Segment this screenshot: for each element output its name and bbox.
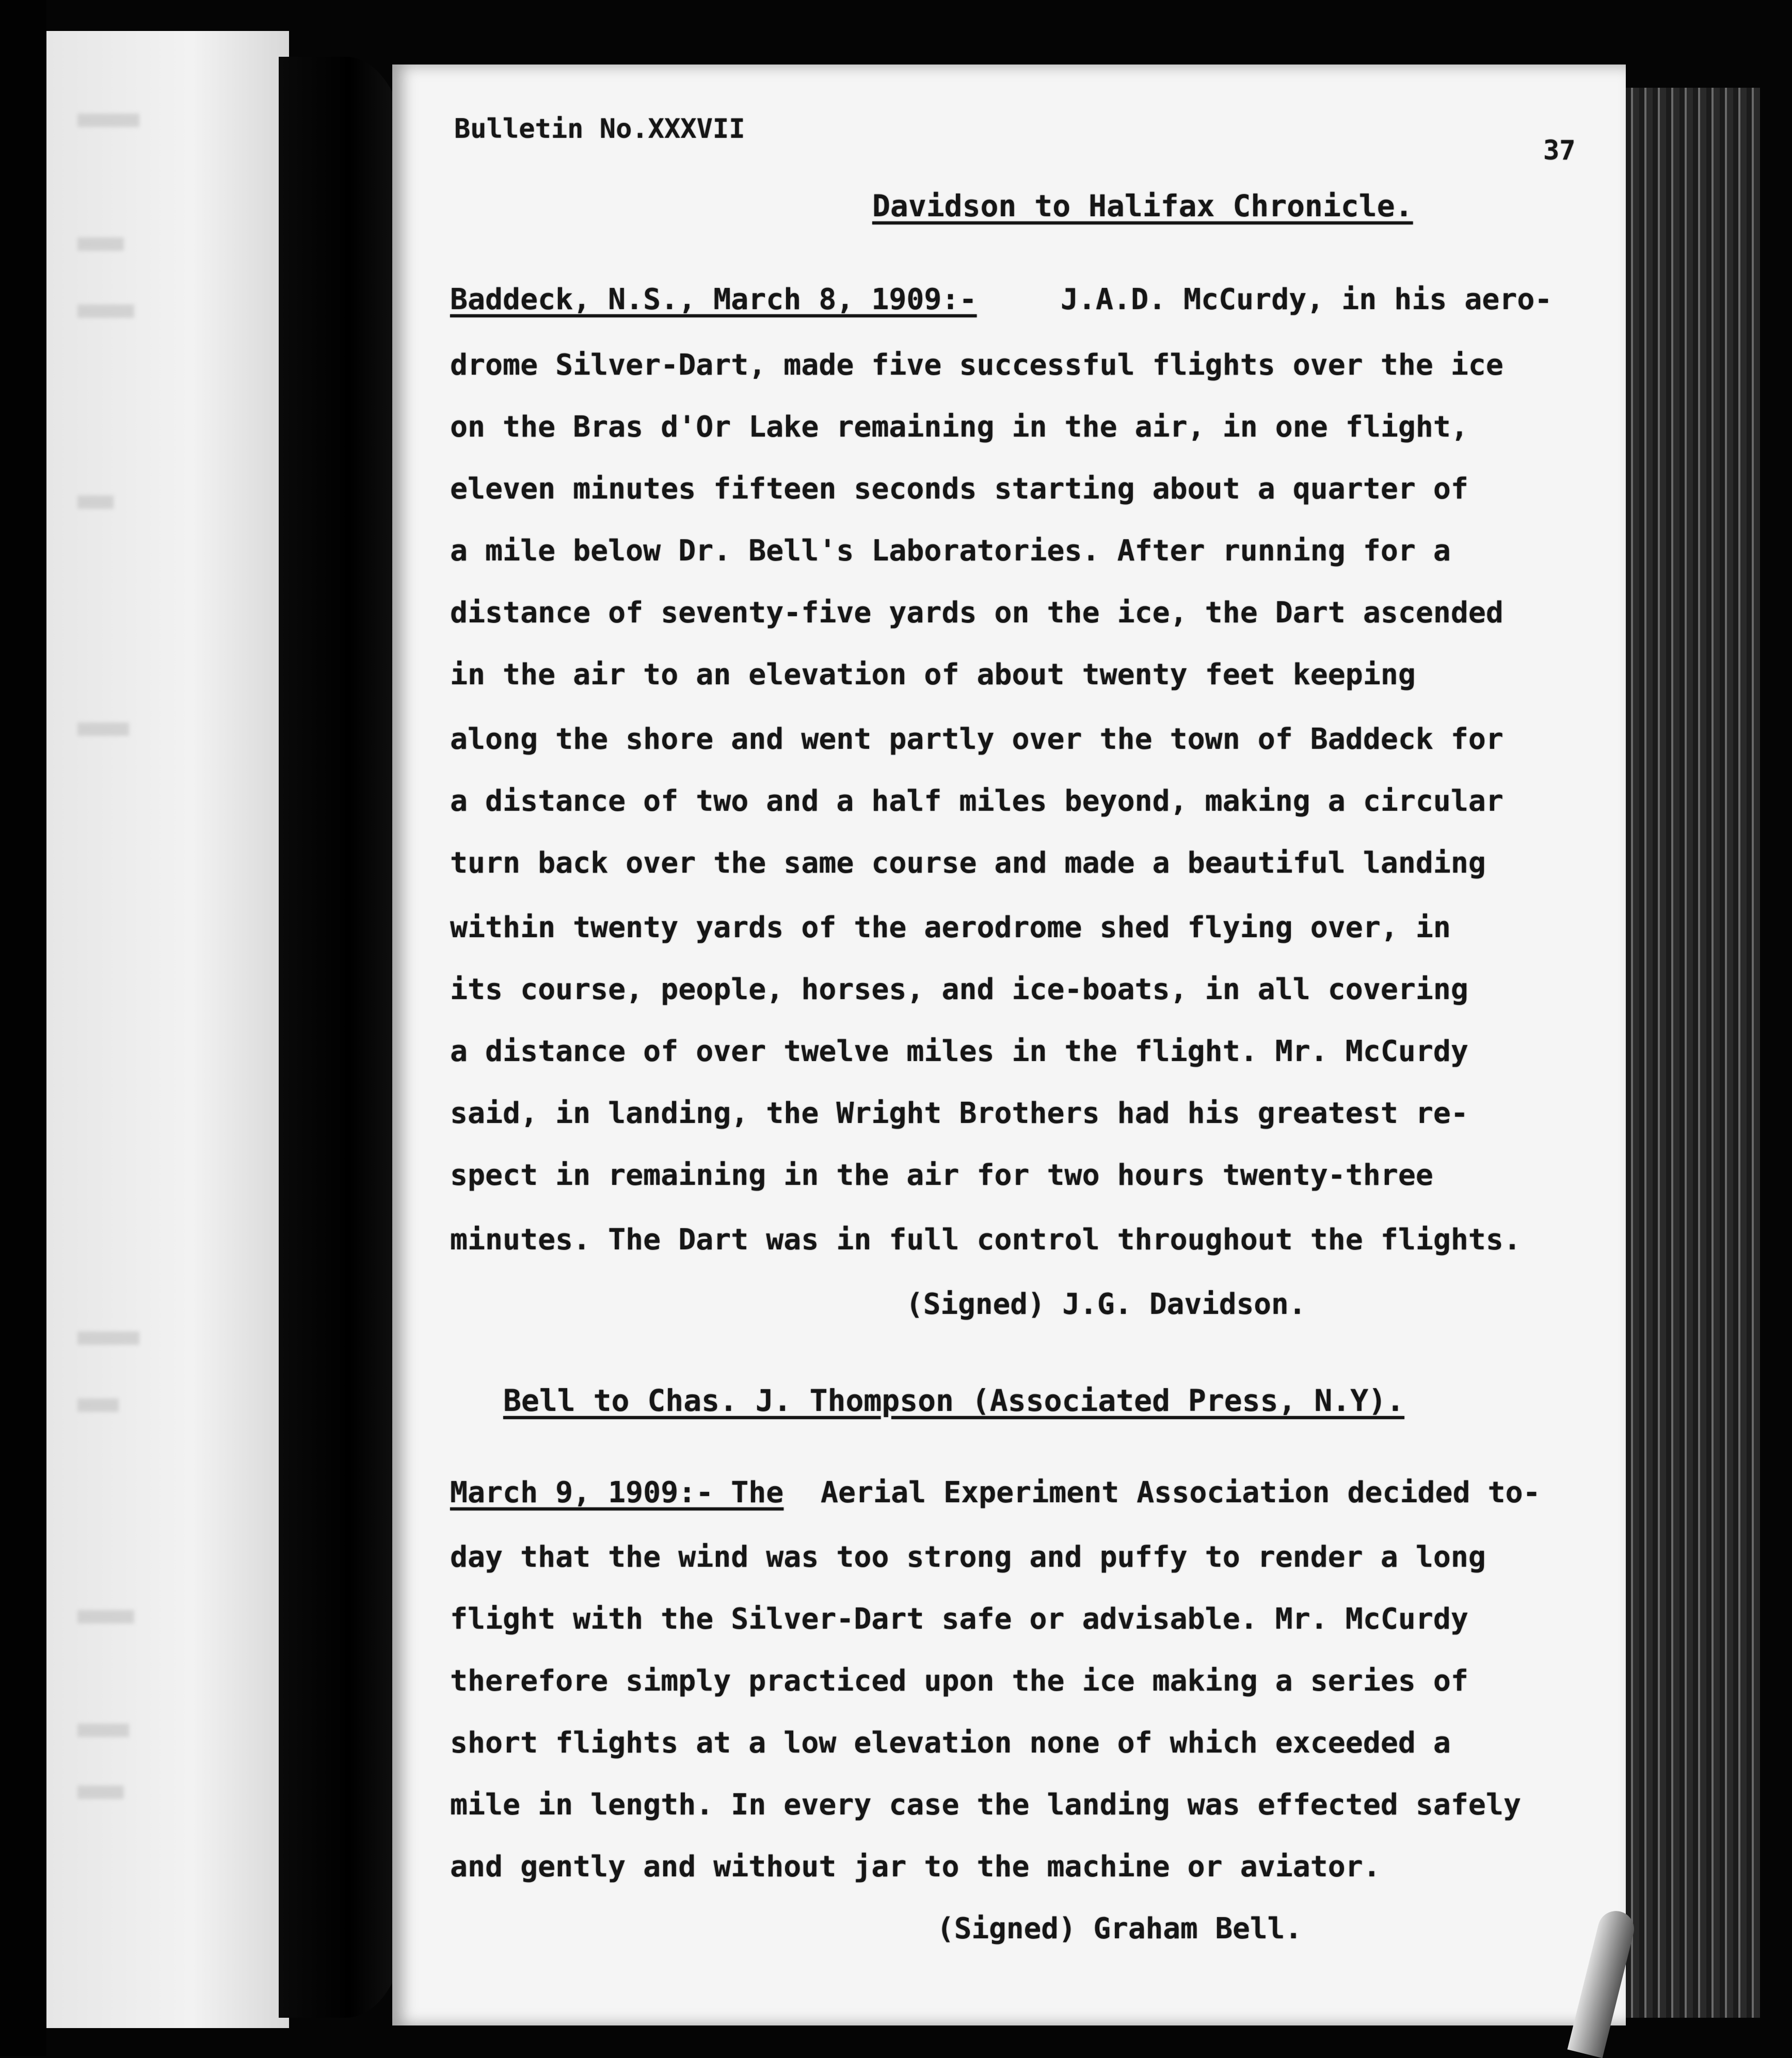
body-line: mile in length. In every case the landing was effected safely <box>450 1788 1521 1822</box>
body-line: within twenty yards of the aerodrome shed flying over, in <box>450 911 1451 944</box>
body-line: day that the wind was too strong and puffy to render a long <box>450 1540 1486 1574</box>
body-line: drome Silver-Dart, made five successful flights over the ice <box>450 348 1503 382</box>
bleed-through-text <box>77 114 139 127</box>
scan-border-left <box>0 0 46 2056</box>
body-line: spect in remaining in the air for two hours twenty-three <box>450 1159 1433 1192</box>
body-line: distance of seventy-five yards on the ice, the Dart ascended <box>450 596 1503 630</box>
facing-page <box>46 31 289 2028</box>
bleed-through-text <box>77 1786 124 1799</box>
body-line: a distance of over twelve miles in the flight. Mr. McCurdy <box>450 1035 1468 1068</box>
bulletin-header: Bulletin No.XXXVII <box>454 114 745 144</box>
section-title-bell: Bell to Chas. J. Thompson (Associated Press, N.Y). <box>503 1383 1404 1418</box>
page-number: 37 <box>1543 135 1576 166</box>
body-line: a mile below Dr. Bell's Laboratories. After running for a <box>450 534 1451 568</box>
body-line: minutes. The Dart was in full control throughout the flights. <box>450 1223 1521 1257</box>
signature-davidson: (Signed) J.G. Davidson. <box>906 1288 1306 1321</box>
body-line: J.A.D. McCurdy, in his aero- <box>1061 283 1553 316</box>
page-edges <box>1626 88 1760 2018</box>
body-line: flight with the Silver-Dart safe or advisable. Mr. McCurdy <box>450 1602 1468 1636</box>
book-gutter <box>279 57 408 2018</box>
body-line: in the air to an elevation of about twenty feet keeping <box>450 658 1416 692</box>
bleed-through-text <box>77 1724 129 1737</box>
body-line: turn back over the same course and made a beautiful landing <box>450 846 1486 880</box>
body-line: Aerial Experiment Association decided to- <box>821 1476 1541 1509</box>
body-line: a distance of two and a half miles beyond, making a circular <box>450 784 1503 818</box>
bleed-through-text <box>77 722 129 736</box>
body-line: said, in landing, the Wright Brothers had his greatest re- <box>450 1097 1468 1130</box>
bleed-through-text <box>77 237 124 251</box>
bleed-through-text <box>77 495 114 509</box>
body-line: and gently and without jar to the machine or aviator. <box>450 1850 1381 1884</box>
body-line: its course, people, horses, and ice-boats, in all covering <box>450 973 1468 1006</box>
signature-bell: (Signed) Graham Bell. <box>937 1912 1303 1946</box>
body-line: along the shore and went partly over the town of Baddeck for <box>450 722 1503 756</box>
body-line: short flights at a low elevation none of which exceeded a <box>450 1726 1451 1760</box>
dateline-march9: March 9, 1909:- The <box>450 1476 784 1509</box>
body-line: on the Bras d'Or Lake remaining in the air, in one flight, <box>450 410 1468 444</box>
bleed-through-text <box>77 1398 119 1412</box>
bleed-through-text <box>77 1610 134 1623</box>
body-line: therefore simply practiced upon the ice making a series of <box>450 1664 1468 1698</box>
section-title-davidson: Davidson to Halifax Chronicle. <box>872 188 1413 223</box>
bleed-through-text <box>77 304 134 318</box>
body-line: eleven minutes fifteen seconds starting about a quarter of <box>450 472 1468 506</box>
dateline-baddeck: Baddeck, N.S., March 8, 1909:- <box>450 283 977 316</box>
bleed-through-text <box>77 1331 139 1345</box>
